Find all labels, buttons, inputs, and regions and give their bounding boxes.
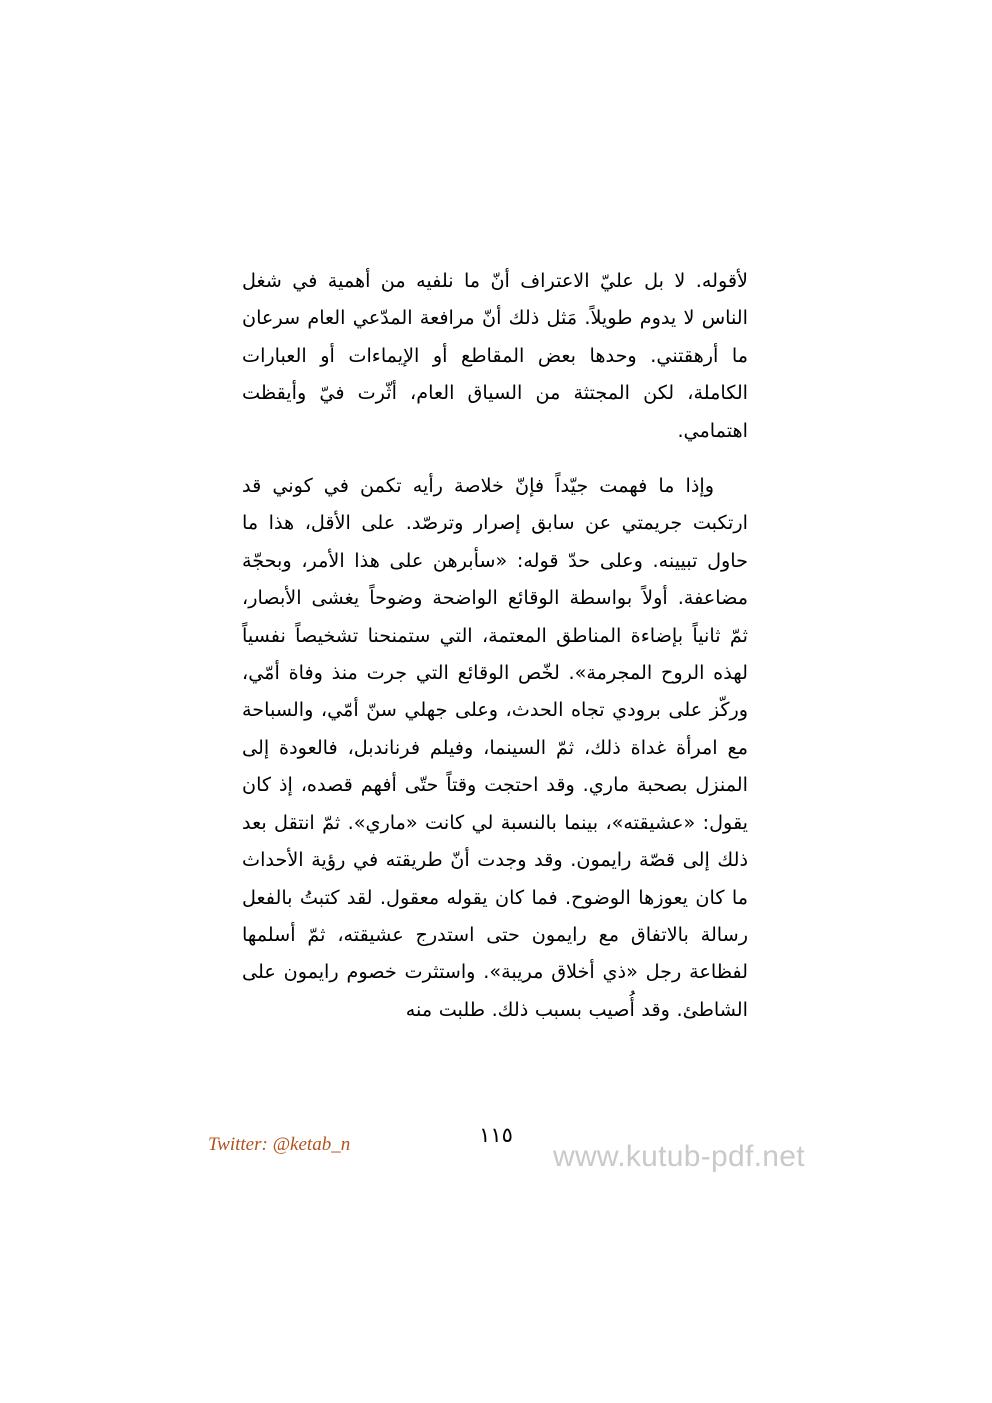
site-watermark: www.kutub-pdf.net (553, 1140, 805, 1173)
page-footer (0, 1118, 992, 1198)
page-number: ١١٥ (479, 1123, 513, 1147)
body-paragraph-2: وإذا ما فهمت جيّداً فإنّ خلاصة رأيه تكمن في كوني قد ارتكبت جريمتي عن سابق إصرار وترصّد. على الأقل، هذا ما حاول تبيينه. وعلى حدّ قوله: «سأبرهن على هذا الأمر، وبحجّة مضاعفة. أولاً بواسطة الوقائع الواضحة وضوحاً يغشى الأبصار، ثمّ ثانياً بإضاءة المناطق المعتمة، التي ستمنحنا تشخيصاً نفسياً لهذه الروح المجرمة». لخّص الوقائع التي جرت منذ وفاة أمّي، وركّز على برودي تجاه الحدث، وعلى جهلي سنّ أمّي، والسباحة مع امرأة غداة ذلك، ثمّ السينما، وفيلم فرناندبل، فالعودة إلى المنزل بصحبة ماري. وقد احتجت وقتاً حتّى أفهم قصده، إذ كان يقول: «عشيقته»، بينما بالنسبة لي كانت «ماري». ثمّ انتقل بعد ذلك إلى قصّة رايمون. وقد وجدت أنّ طريقته في رؤية الأحداث ما كان يعوزها الوضوح. فما كان يقوله معقول. لقد كتبتُ بالفعل رسالة بالاتفاق مع رايمون حتى استدرج عشيقته، ثمّ أسلمها لفظاعة رجل «ذي أخلاق مريبة». واستثرت خصوم رايمون على الشاطئ. وقد أُصيب بسبب ذلك. طلبت منه (242, 474, 748, 1021)
page-text-column (242, 262, 748, 1028)
body-paragraph-1: لأقوله. لا بل عليّ الاعتراف أنّ ما نلفيه من أهمية في شغل الناس لا يدوم طويلاً. مَثل ذلك أنّ مرافعة المدّعي العام سرعان ما أرهقتني. وحدها بعض المقاطع أو الإيماءات أو العبارات الكاملة، لكن المجتثة من السياق العام، أثّرت فيّ وأيقظت اهتمامي. (242, 269, 748, 442)
twitter-credit-label: Twitter: @ketab_n (208, 1134, 351, 1155)
